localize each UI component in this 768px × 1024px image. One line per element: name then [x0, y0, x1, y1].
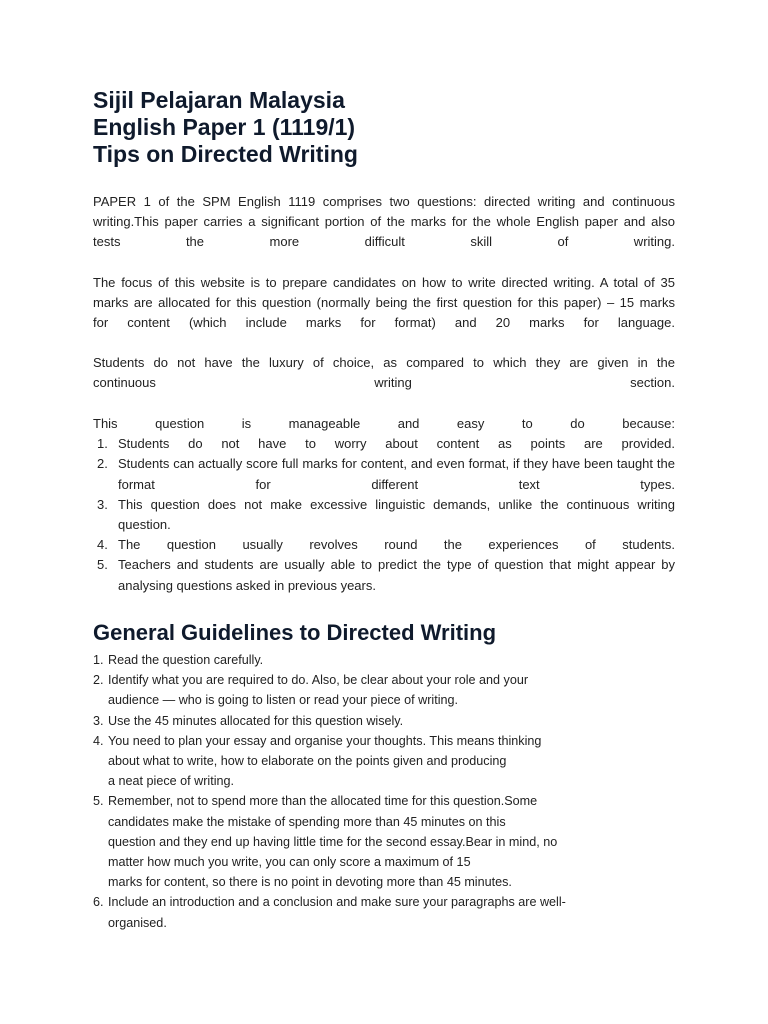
item-text: Students do not have to worry about content as points are provided. [118, 436, 675, 452]
intro-paragraph-2 [93, 273, 675, 334]
paragraph-line: tests the more difficult skill of writing. [93, 234, 675, 250]
page-title [93, 87, 593, 168]
list-item [93, 892, 693, 932]
item-number: 4. [93, 733, 104, 748]
item-number: 2. [97, 456, 108, 472]
item-number: 5. [97, 557, 108, 573]
item-line: Remember, not to spend more than the allocated time for this question.Some [108, 794, 538, 809]
list-item [93, 555, 675, 595]
reasons-list [93, 434, 675, 596]
item-line: Identify what you are required to do. Also, be clear about your role and your [108, 673, 529, 688]
list-item [93, 731, 693, 792]
paragraph-line: Students do not have the luxury of choice, as compared to which they are given in the [93, 355, 675, 370]
reasons-section [93, 414, 675, 596]
list-item [93, 434, 675, 454]
item-line: Use the 45 minutes allocated for this question wisely. [108, 713, 404, 728]
list-item [93, 535, 675, 555]
item-line: organised. [108, 915, 167, 930]
list-item [93, 495, 675, 535]
item-number: 6. [93, 895, 104, 910]
item-text: Students can actually score full marks for content, and even format, if they have been taught the format for different text types. [118, 456, 675, 492]
guidelines-section [93, 650, 693, 933]
item-number: 1. [93, 653, 104, 667]
item-line: audience — who is going to listen or read your piece of writing. [108, 693, 459, 708]
title-line-3: Tips on Directed Writing [93, 141, 358, 167]
item-text: This question does not make excessive linguistic demands, unlike the continuous writing question. [118, 496, 675, 533]
item-text: Teachers and students are usually able to predict the type of question that might appear by analysing questions asked in previous years. [118, 557, 675, 593]
paragraph-line: The focus of this website is to prepare candidates on how to write directed writing. A total of 35 [93, 275, 675, 290]
list-item [93, 791, 693, 892]
title-line-1: Sijil Pelajaran Malaysia [93, 87, 345, 113]
intro-paragraph-1 [93, 192, 675, 253]
item-line: marks for content, so there is no point in devoting more than 45 minutes. [108, 875, 512, 890]
title-line-2: English Paper 1 (1119/1) [93, 114, 356, 140]
item-line: matter how much you write, you can only score a maximum of 15 [108, 855, 471, 870]
item-line: a neat piece of writing. [108, 774, 235, 789]
list-item [93, 454, 675, 494]
list-item [93, 711, 693, 731]
intro-paragraph-3 [93, 353, 675, 393]
list-item [93, 670, 693, 710]
item-line: Include an introduction and a conclusion and make sure your paragraphs are well- [108, 895, 566, 910]
paragraph-line: writing.This paper carries a significant portion of the marks for the whole English paper and also [93, 214, 675, 230]
item-line: question and they end up having little time for the second essay.Bear in mind, no [108, 834, 558, 849]
paragraph-line: PAPER 1 of the SPM English 1119 comprises two questions: directed writing and continuous [93, 194, 675, 209]
list-item [93, 650, 693, 670]
paragraph-line: for content (which include marks for format) and 20 marks for language. [93, 315, 675, 331]
item-number: 1. [97, 436, 108, 452]
item-line: You need to plan your essay and organise your thoughts. This means thinking [108, 733, 542, 748]
item-number: 3. [93, 713, 104, 728]
reasons-lead: This question is manageable and easy to do because: [93, 416, 675, 431]
item-line: Read the question carefully. [108, 653, 264, 667]
item-line: about what to write, how to elaborate on the points given and producing [108, 754, 507, 769]
paragraph-line: continuous writing section. [93, 375, 675, 391]
item-number: 5. [93, 794, 104, 809]
item-line: candidates make the mistake of spending more than 45 minutes on this [108, 814, 506, 829]
guidelines-list [93, 650, 693, 933]
item-text: The question usually revolves round the experiences of students. [118, 537, 675, 553]
item-number: 4. [97, 537, 108, 553]
paragraph-line: marks are allocated for this question (normally being the first question for this paper) – 15 marks [93, 295, 675, 311]
guidelines-heading: General Guidelines to Directed Writing [93, 620, 497, 645]
item-number: 2. [93, 673, 104, 688]
item-number: 3. [97, 496, 108, 512]
